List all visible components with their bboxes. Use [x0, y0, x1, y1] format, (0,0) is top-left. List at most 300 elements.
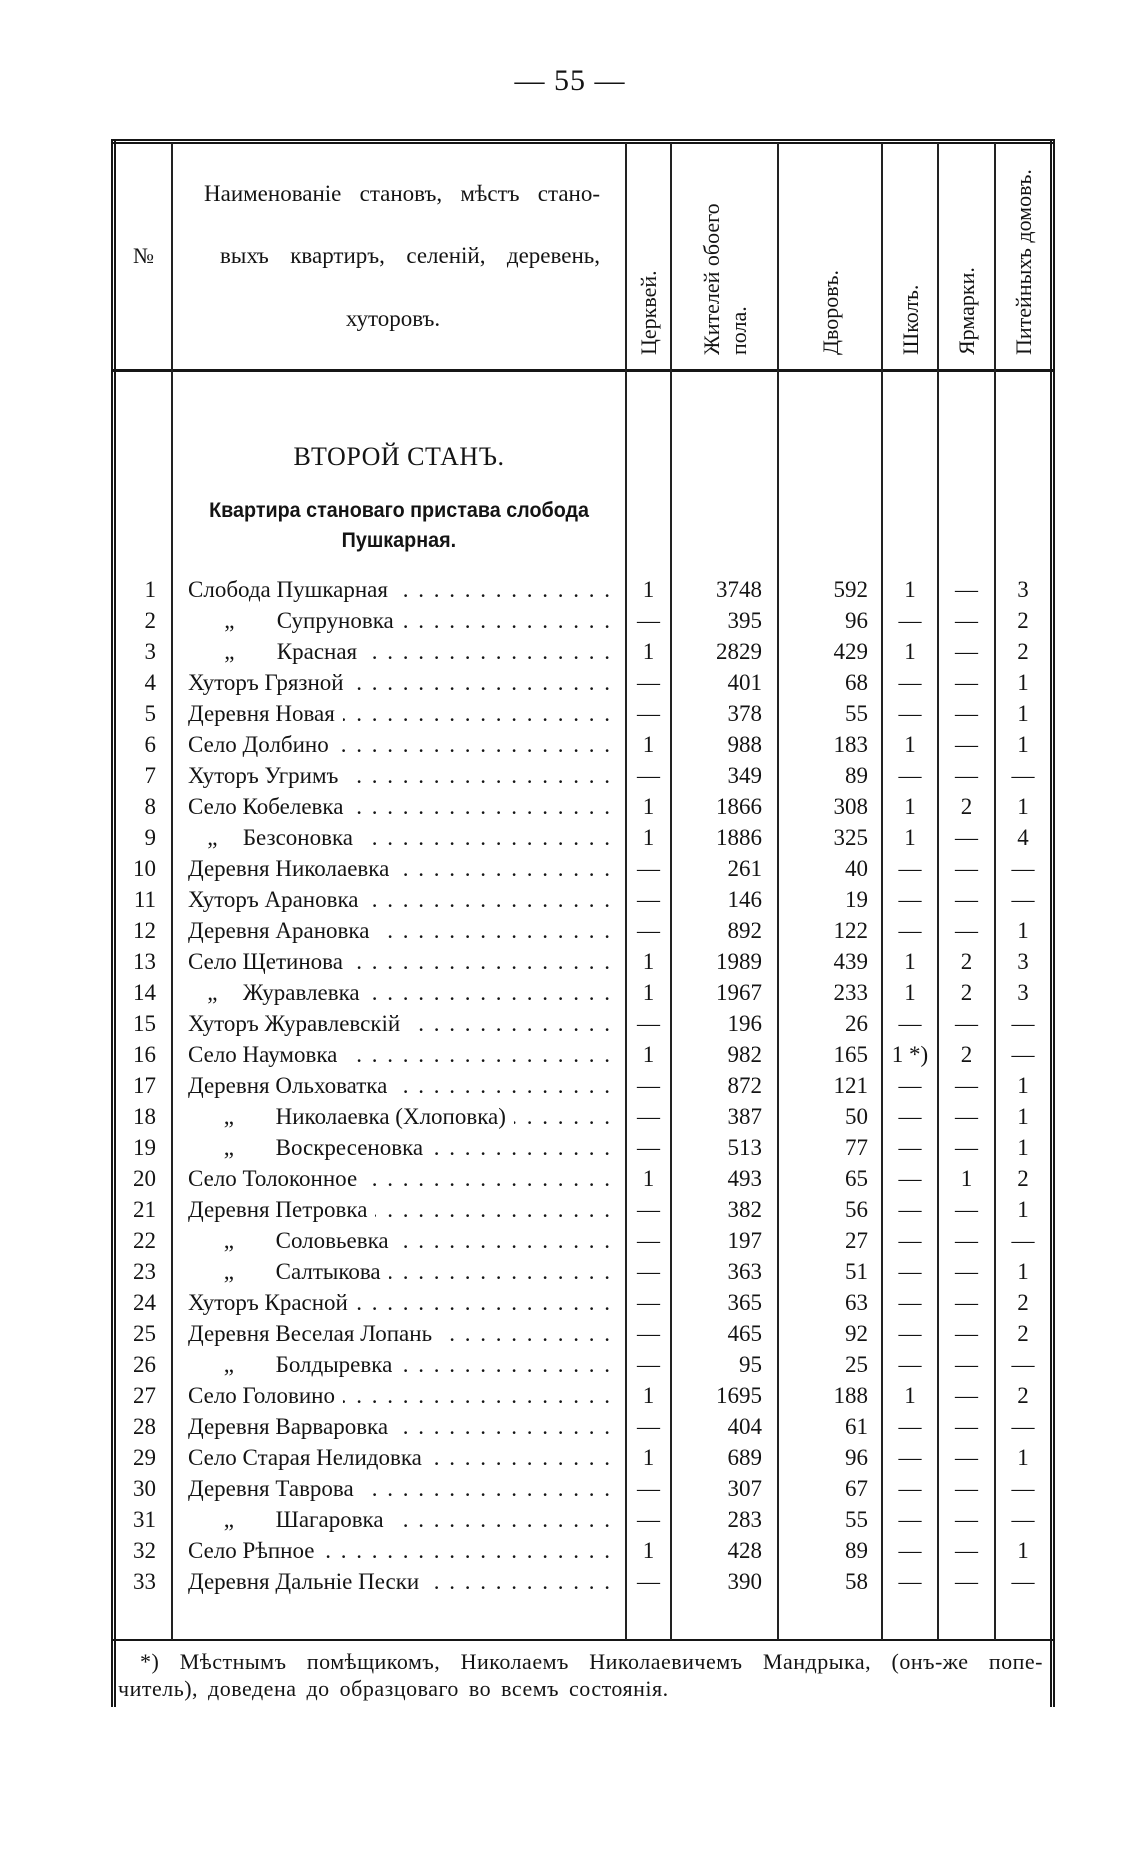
taverns-count: —: [1011, 887, 1035, 912]
churches-count: 1: [642, 1445, 655, 1470]
dot-leader: [514, 1101, 612, 1132]
taverns-count: 1: [1017, 918, 1029, 943]
churches-count: 1: [642, 577, 655, 602]
schools-count: —: [898, 1538, 922, 1563]
table-top-rule: [111, 139, 1055, 144]
settlement-name: Село Кобелевка: [188, 794, 344, 819]
settlement-name: Безсоновка: [242, 825, 354, 850]
settlement-name-cell: [172, 574, 626, 605]
taverns-count: 1: [1017, 732, 1029, 757]
dot-leader: [402, 605, 612, 636]
taverns-count: 1: [1017, 670, 1029, 695]
settlement-name: Село Толоконное: [188, 1166, 358, 1191]
dot-leader: [389, 1256, 612, 1287]
yards-count: 121: [833, 1073, 868, 1098]
churches-count: —: [637, 1290, 660, 1315]
dot-leader: [397, 853, 612, 884]
settlement-name: Хуторъ Красной: [188, 1290, 348, 1315]
table-row: [115, 1008, 1051, 1039]
dot-leader: [362, 1473, 612, 1504]
row-number: 6: [144, 732, 156, 757]
table-row: [115, 1039, 1051, 1070]
row-number: 23: [133, 1259, 156, 1284]
settlement-name: Шагаровка: [275, 1507, 384, 1532]
population-count: 196: [727, 1011, 762, 1036]
settlement-name: Деревня Таврова: [188, 1476, 354, 1501]
fairs-count: —: [955, 639, 978, 664]
schools-count: —: [898, 1414, 922, 1439]
churches-count: —: [637, 1197, 660, 1222]
section-subtitle-text: Квартира становаго пристава слобода: [209, 499, 589, 522]
churches-count: 1: [642, 1166, 655, 1191]
population-count: 387: [727, 1104, 762, 1129]
section-subtitle-line: [172, 526, 626, 556]
footnote-rule: [111, 1639, 1055, 1641]
dot-leader: [392, 1504, 612, 1535]
rotated-header-text: [897, 150, 924, 355]
fairs-count: —: [955, 1073, 978, 1098]
table-row: [115, 1442, 1051, 1473]
taverns-count: —: [1011, 763, 1035, 788]
settlement-name: Деревня Веселая Лопань: [188, 1321, 433, 1346]
footnote-line: *) Мѣстнымъ помѣщикомъ, Николаемъ Николаевичемъ Мандрыка, (онъ-же попе-: [140, 1649, 1043, 1674]
row-number: 1: [144, 577, 156, 602]
schools-count: 1: [904, 949, 916, 974]
settlement-name-cell: [172, 1287, 626, 1318]
settlement-name-cell: [172, 636, 626, 667]
churches-count: —: [637, 670, 660, 695]
population-count: 378: [727, 701, 762, 726]
population-count: 390: [727, 1569, 762, 1594]
settlement-name-cell: [172, 1566, 626, 1597]
table-row: [115, 915, 1051, 946]
churches-count: —: [637, 918, 660, 943]
dot-leader: [408, 1008, 612, 1039]
row-number: 19: [133, 1135, 156, 1160]
schools-count: 1: [904, 639, 916, 664]
settlement-name: Хуторъ Грязной: [188, 670, 344, 695]
churches-count: —: [637, 1507, 660, 1532]
settlement-name-cell: [172, 1039, 626, 1070]
settlement-name-cell: [172, 1318, 626, 1349]
yards-count: 325: [833, 825, 868, 850]
schools-count: —: [898, 918, 922, 943]
yards-count: 61: [845, 1414, 868, 1439]
column-header-number: №: [133, 243, 154, 268]
yards-count: 89: [845, 1538, 868, 1563]
table-row: [115, 1132, 1051, 1163]
population-count: 1886: [716, 825, 762, 850]
schools-count: —: [898, 1166, 922, 1191]
fairs-count: —: [955, 1135, 978, 1160]
population-count: 513: [727, 1135, 762, 1160]
fairs-count: 2: [960, 1042, 973, 1067]
population-count: 1866: [716, 794, 762, 819]
ditto-mark: „: [223, 1135, 234, 1160]
settlement-name: Слобода Пушкарная: [188, 577, 388, 602]
yards-count: 26: [845, 1011, 868, 1036]
column-header-name-line: хуторовъ.: [345, 306, 441, 331]
taverns-count: 1: [1017, 1538, 1029, 1563]
fairs-count: —: [955, 918, 978, 943]
yards-count: 183: [833, 732, 868, 757]
dot-leader: [430, 1442, 612, 1473]
row-number: 11: [133, 887, 156, 912]
dot-leader: [337, 729, 612, 760]
taverns-count: —: [1011, 1569, 1035, 1594]
header-bottom-rule: [111, 369, 1055, 372]
churches-count: —: [637, 1414, 660, 1439]
header-line: Дворовъ.: [817, 270, 843, 355]
dot-leader: [343, 698, 612, 729]
row-number: 18: [133, 1104, 156, 1129]
settlement-name: Деревня Варваровка: [188, 1414, 389, 1439]
table-row: [115, 791, 1051, 822]
settlement-name: Хуторъ Журавлевскій: [188, 1011, 401, 1036]
table-row: [115, 1225, 1051, 1256]
dot-leader: [396, 574, 612, 605]
churches-count: —: [637, 701, 660, 726]
churches-count: 1: [642, 639, 655, 664]
yards-count: 308: [833, 794, 868, 819]
population-count: 197: [727, 1228, 762, 1253]
row-number: 21: [133, 1197, 156, 1222]
column-header-schools: [882, 150, 938, 358]
schools-count: 1: [904, 732, 916, 757]
taverns-count: 2: [1017, 608, 1029, 633]
yards-count: 89: [845, 763, 868, 788]
settlement-name-cell: [172, 1380, 626, 1411]
row-number: 32: [133, 1538, 156, 1563]
fairs-count: —: [955, 856, 978, 881]
row-number: 31: [133, 1507, 156, 1532]
schools-count: —: [898, 1352, 922, 1377]
row-number: 22: [133, 1228, 156, 1253]
header-line: Школъ.: [897, 284, 923, 355]
settlement-name: Деревня Арановка: [188, 918, 370, 943]
table-row: [115, 1473, 1051, 1504]
schools-count: —: [898, 1321, 922, 1346]
settlement-name: Воскресеновка: [275, 1135, 424, 1160]
taverns-count: 1: [1017, 1073, 1029, 1098]
fairs-count: —: [955, 1383, 978, 1408]
settlement-name-cell: [172, 1225, 626, 1256]
settlement-name-cell: [172, 853, 626, 884]
section-title: ВТОРОЙ СТАНЪ.: [293, 442, 505, 471]
section-subtitle-line: [172, 496, 626, 526]
dot-leader: [343, 1380, 612, 1411]
row-number: 28: [133, 1414, 156, 1439]
settlement-name-cell: [172, 667, 626, 698]
row-number: 27: [133, 1383, 156, 1408]
churches-count: —: [637, 887, 660, 912]
dot-leader: [365, 636, 612, 667]
schools-count: —: [898, 1507, 922, 1532]
settlement-name: Николаевка (Хлоповка): [275, 1104, 506, 1129]
schools-count: —: [898, 608, 922, 633]
settlement-name: Село Рѣпное: [188, 1538, 315, 1563]
population-count: 689: [727, 1445, 762, 1470]
schools-count: —: [898, 670, 922, 695]
column-header-population: [671, 150, 778, 358]
yards-count: 96: [845, 1445, 868, 1470]
taverns-count: 1: [1017, 1259, 1029, 1284]
churches-count: 1: [642, 732, 655, 757]
dot-leader: [361, 822, 612, 853]
ditto-mark: „: [207, 825, 218, 850]
population-count: 349: [727, 763, 762, 788]
fairs-count: —: [955, 1445, 978, 1470]
yards-count: 63: [845, 1290, 868, 1315]
fairs-count: —: [955, 1011, 978, 1036]
churches-count: —: [637, 1352, 660, 1377]
dot-leader: [322, 1535, 612, 1566]
fairs-count: 2: [960, 980, 973, 1005]
taverns-count: —: [1011, 1228, 1035, 1253]
schools-count: —: [898, 763, 922, 788]
population-count: 465: [727, 1321, 762, 1346]
ditto-mark: „: [223, 1259, 234, 1284]
fairs-count: —: [955, 1228, 978, 1253]
taverns-count: 2: [1017, 1383, 1029, 1408]
population-count: 261: [727, 856, 762, 881]
yards-count: 50: [845, 1104, 868, 1129]
row-number: 29: [133, 1445, 156, 1470]
schools-count: —: [898, 887, 922, 912]
population-count: 2829: [716, 639, 762, 664]
population-count: 428: [727, 1538, 762, 1563]
schools-count: —: [898, 1259, 922, 1284]
yards-count: 55: [845, 701, 868, 726]
settlement-name-cell: [172, 791, 626, 822]
schools-count: —: [898, 701, 922, 726]
churches-count: 1: [642, 794, 655, 819]
fairs-count: 1: [960, 1166, 973, 1191]
fairs-count: —: [955, 1507, 978, 1532]
table-row: [115, 884, 1051, 915]
schools-count: 1: [904, 577, 916, 602]
dot-leader: [368, 977, 612, 1008]
taverns-count: 1: [1017, 1197, 1029, 1222]
churches-count: 1: [642, 1042, 655, 1067]
fairs-count: —: [955, 825, 978, 850]
yards-count: 68: [845, 670, 868, 695]
table-row: [115, 1194, 1051, 1225]
population-count: 95: [739, 1352, 762, 1377]
churches-count: 1: [642, 1383, 655, 1408]
column-header-name-line: выхъ квартиръ, селеній, деревень,: [220, 243, 600, 268]
population-count: 493: [727, 1166, 762, 1191]
dot-leader: [367, 884, 612, 915]
dot-leader: [395, 1070, 612, 1101]
fairs-count: —: [955, 887, 978, 912]
schools-count: —: [898, 1569, 922, 1594]
schools-count: —: [898, 1197, 922, 1222]
settlement-name: Село Старая Нелидовка: [188, 1445, 422, 1470]
row-number: 14: [133, 980, 156, 1005]
fairs-count: —: [955, 1569, 978, 1594]
settlement-name: Салтыкова: [275, 1259, 381, 1284]
yards-count: 96: [845, 608, 868, 633]
fairs-count: —: [955, 701, 978, 726]
settlement-name: Село Щетинова: [188, 949, 343, 974]
population-count: 146: [727, 887, 762, 912]
row-number: 9: [144, 825, 156, 850]
page-number: — 55 —: [514, 64, 626, 97]
ditto-mark: „: [223, 1228, 234, 1253]
fairs-count: —: [955, 1104, 978, 1129]
settlement-name-cell: [172, 698, 626, 729]
row-number: 25: [133, 1321, 156, 1346]
fairs-count: —: [955, 1197, 978, 1222]
yards-count: 122: [833, 918, 868, 943]
table-row: [115, 977, 1051, 1008]
header-line: пола.: [725, 306, 751, 355]
table-row: [115, 729, 1051, 760]
yards-count: 92: [845, 1321, 868, 1346]
table-row: [115, 760, 1051, 791]
population-count: 872: [727, 1073, 762, 1098]
churches-count: 1: [642, 949, 655, 974]
taverns-count: 3: [1017, 980, 1029, 1005]
yards-count: 188: [833, 1383, 868, 1408]
settlement-name-cell: [172, 760, 626, 791]
table-row: [115, 1566, 1051, 1597]
fairs-count: —: [955, 670, 978, 695]
settlement-name-cell: [172, 1008, 626, 1039]
taverns-count: 3: [1017, 577, 1029, 602]
table-row: [115, 574, 1051, 605]
settlement-name: Село Головино: [188, 1383, 335, 1408]
yards-count: 429: [833, 639, 868, 664]
population-count: 307: [727, 1476, 762, 1501]
schools-count: 1: [904, 825, 916, 850]
yards-count: 40: [845, 856, 868, 881]
yards-count: 65: [845, 1166, 868, 1191]
settlement-name-cell: [172, 605, 626, 636]
row-number: 5: [144, 701, 156, 726]
column-header-yards: [778, 150, 882, 358]
table-row: [115, 1101, 1051, 1132]
schools-count: —: [898, 1476, 922, 1501]
schools-count: —: [898, 1228, 922, 1253]
settlement-name-cell: [172, 946, 626, 977]
settlement-name: Супруновка: [276, 608, 394, 633]
fairs-count: —: [955, 577, 978, 602]
dot-leader: [377, 915, 612, 946]
taverns-count: 1: [1017, 701, 1029, 726]
schools-count: —: [898, 1073, 922, 1098]
fairs-count: —: [955, 1259, 978, 1284]
yards-count: 55: [845, 1507, 868, 1532]
column-header-name-line: Наименованіе становъ, мѣстъ стано-: [204, 181, 600, 206]
dot-leader: [356, 1287, 612, 1318]
row-number: 7: [144, 763, 156, 788]
churches-count: —: [637, 1259, 660, 1284]
fairs-count: 2: [960, 794, 973, 819]
churches-count: —: [637, 1569, 660, 1594]
settlement-name-cell: [172, 729, 626, 760]
churches-count: —: [637, 763, 660, 788]
table-row: [115, 946, 1051, 977]
ditto-mark: „: [224, 639, 235, 664]
schools-count: —: [898, 1135, 922, 1160]
taverns-count: 2: [1017, 1290, 1029, 1315]
yards-count: 27: [845, 1228, 868, 1253]
yards-count: 51: [845, 1259, 868, 1284]
fairs-count: —: [955, 1538, 978, 1563]
settlement-name: Красная: [276, 639, 358, 664]
churches-count: —: [637, 1104, 660, 1129]
row-number: 12: [133, 918, 156, 943]
settlement-name-cell: [172, 1535, 626, 1566]
dot-leader: [346, 760, 612, 791]
churches-count: —: [637, 1135, 660, 1160]
fairs-count: —: [955, 1476, 978, 1501]
taverns-count: 3: [1017, 949, 1029, 974]
yards-count: 439: [833, 949, 868, 974]
table-row: [115, 698, 1051, 729]
population-count: 1989: [716, 949, 762, 974]
yards-count: 25: [845, 1352, 868, 1377]
taverns-count: 1: [1017, 794, 1029, 819]
taverns-count: 1: [1017, 1445, 1029, 1470]
table-row: [115, 667, 1051, 698]
settlement-name: Село Долбино: [188, 732, 329, 757]
fairs-count: —: [955, 1290, 978, 1315]
row-number: 10: [133, 856, 156, 881]
population-count: 1967: [716, 980, 762, 1005]
row-number: 33: [133, 1569, 156, 1594]
fairs-count: —: [955, 1414, 978, 1439]
ditto-mark: „: [223, 1507, 234, 1532]
yards-count: 19: [845, 887, 868, 912]
header-line: Питейныхъ домовъ.: [1010, 169, 1036, 355]
ditto-mark: „: [207, 980, 218, 1005]
dot-leader: [351, 791, 612, 822]
settlement-name-cell: [172, 1349, 626, 1380]
taverns-count: —: [1011, 1414, 1035, 1439]
table-row: [115, 636, 1051, 667]
fairs-count: 2: [960, 949, 973, 974]
settlement-name-cell: [172, 1504, 626, 1535]
schools-count: 1: [904, 980, 916, 1005]
table-row: [115, 1256, 1051, 1287]
schools-count: 1 *): [891, 1042, 929, 1067]
settlement-name-cell: [172, 1411, 626, 1442]
settlement-name-cell: [172, 1194, 626, 1225]
settlement-name: Деревня Новая: [188, 701, 335, 726]
settlement-name-cell: [172, 915, 626, 946]
settlement-name: Деревня Николаевка: [188, 856, 390, 881]
rotated-header-text: [1010, 150, 1037, 355]
ditto-mark: „: [224, 608, 235, 633]
ditto-mark: „: [223, 1104, 234, 1129]
population-count: 283: [727, 1507, 762, 1532]
dot-leader: [427, 1566, 612, 1597]
settlement-name: Деревня Ольховатка: [188, 1073, 388, 1098]
settlement-name: Болдыревка: [275, 1352, 393, 1377]
row-number: 24: [133, 1290, 156, 1315]
table-row: [115, 1318, 1051, 1349]
settlement-name-cell: [172, 1473, 626, 1504]
row-number: 15: [133, 1011, 156, 1036]
dot-leader: [396, 1411, 612, 1442]
table-row: [115, 1380, 1051, 1411]
table-row: [115, 1535, 1051, 1566]
population-count: 395: [727, 608, 762, 633]
taverns-count: —: [1011, 1352, 1035, 1377]
